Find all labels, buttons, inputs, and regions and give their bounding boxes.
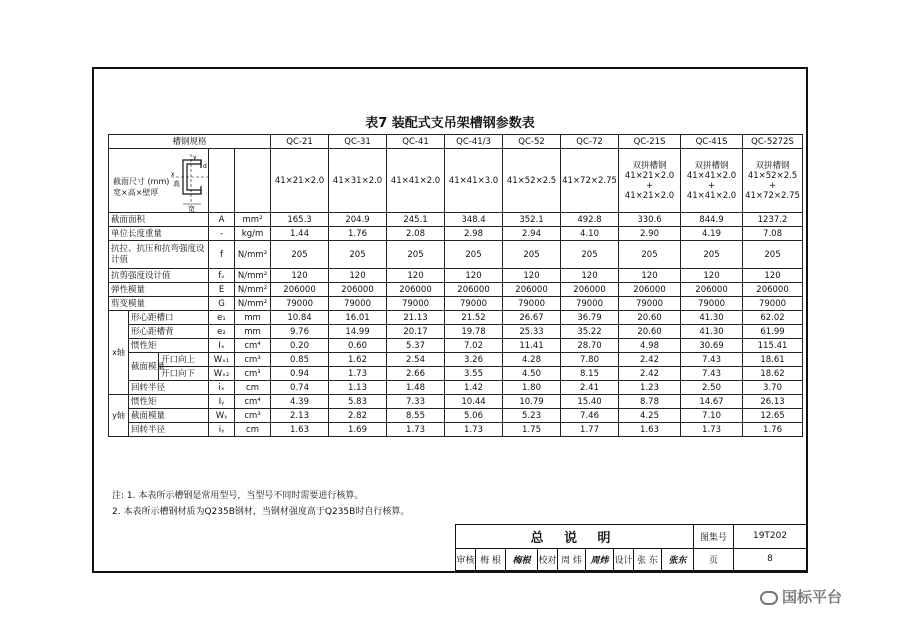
value-cell: 41.30 [681, 311, 743, 325]
property-symbol: Wₓ₂ [209, 367, 235, 381]
table-row [109, 213, 803, 227]
value-cell: 79000 [271, 297, 329, 311]
double-channel-bottom: 41×72×2.75 [745, 190, 800, 201]
value-cell: 120 [743, 269, 803, 283]
value-cell: 0.94 [271, 367, 329, 381]
value-cell: 2.13 [271, 409, 329, 423]
table-row [109, 269, 803, 283]
property-label: 截面模量 [129, 409, 209, 423]
value-cell: 2.50 [681, 381, 743, 395]
table-row [109, 409, 803, 423]
value-cell: 10.44 [445, 395, 503, 409]
value-cell: 1.69 [329, 423, 387, 437]
value-cell: 36.79 [561, 311, 619, 325]
value-cell: 5.83 [329, 395, 387, 409]
value-cell: 0.20 [271, 339, 329, 353]
value-cell: 7.80 [561, 353, 619, 367]
property-label: 开口向下 [159, 367, 209, 381]
value-cell: 10.84 [271, 311, 329, 325]
section-size: 41×31×2.0 [329, 149, 387, 213]
section-unit-empty [235, 149, 271, 213]
value-cell: 205 [743, 241, 803, 269]
property-symbol: f [209, 241, 235, 269]
value-cell: 206000 [445, 283, 503, 297]
value-cell: 3.70 [743, 381, 803, 395]
property-label: 剪变模量 [109, 297, 209, 311]
value-cell: 206000 [619, 283, 681, 297]
value-cell: 330.6 [619, 213, 681, 227]
review-label: 审核 [456, 548, 476, 571]
review-name: 梅 根 [476, 548, 506, 571]
model-header: QC-5272S [743, 135, 803, 149]
value-cell: 3.26 [445, 353, 503, 367]
value-cell: 7.43 [681, 367, 743, 381]
value-cell: 4.19 [681, 227, 743, 241]
value-cell: 5.06 [445, 409, 503, 423]
value-cell: 35.22 [561, 325, 619, 339]
value-cell: 41.30 [681, 325, 743, 339]
watermark-text: 国标平台 [782, 588, 843, 606]
value-cell: 61.99 [743, 325, 803, 339]
value-cell: 1.76 [743, 423, 803, 437]
note-1: 注: 1. 本表所示槽钢是常用型号，当型号不同时需要进行核算。 [112, 491, 364, 501]
design-label: 设计 [614, 548, 634, 571]
value-cell: 120 [561, 269, 619, 283]
property-unit: cm⁴ [235, 339, 271, 353]
value-cell: 205 [329, 241, 387, 269]
value-cell: 5.23 [503, 409, 561, 423]
watermark [760, 586, 842, 607]
value-cell: 2.42 [619, 353, 681, 367]
value-cell: 2.90 [619, 227, 681, 241]
value-cell: 2.08 [387, 227, 445, 241]
check-label: 校对 [538, 548, 558, 571]
property-unit: cm³ [235, 353, 271, 367]
atlas-label: 图集号 [694, 525, 734, 549]
double-channel-cell [743, 149, 803, 213]
value-cell: 2.82 [329, 409, 387, 423]
value-cell: 79000 [681, 297, 743, 311]
value-cell: 206000 [561, 283, 619, 297]
value-cell: 9.76 [271, 325, 329, 339]
page-label: 页 [694, 548, 734, 571]
property-unit: mm [235, 325, 271, 339]
value-cell: 16.01 [329, 311, 387, 325]
value-cell: 115.41 [743, 339, 803, 353]
value-cell: 352.1 [503, 213, 561, 227]
value-cell: 1.73 [329, 367, 387, 381]
double-channel-cell [681, 149, 743, 213]
value-cell: 0.85 [271, 353, 329, 367]
value-cell: 205 [503, 241, 561, 269]
table-row [109, 339, 803, 353]
property-label: 惯性矩 [129, 339, 209, 353]
value-cell: 21.13 [387, 311, 445, 325]
value-cell: 11.41 [503, 339, 561, 353]
property-unit: kg/m [235, 227, 271, 241]
double-channel-plus: + [645, 180, 654, 191]
notes [112, 488, 409, 520]
value-cell: 120 [271, 269, 329, 283]
model-header: QC-21 [271, 135, 329, 149]
value-cell: 8.78 [619, 395, 681, 409]
value-cell: 120 [619, 269, 681, 283]
value-cell: 79000 [503, 297, 561, 311]
property-unit: N/mm² [235, 269, 271, 283]
property-symbol: - [209, 227, 235, 241]
value-cell: 120 [503, 269, 561, 283]
property-symbol: fᵥ [209, 269, 235, 283]
value-cell: 1.63 [271, 423, 329, 437]
property-label: 回转半径 [129, 381, 209, 395]
value-cell: 26.67 [503, 311, 561, 325]
double-channel-plus: + [707, 180, 716, 191]
double-channel-top: 41×21×2.0 [624, 170, 675, 181]
property-unit: cm⁴ [235, 395, 271, 409]
check-name: 周 炜 [558, 548, 586, 571]
design-signature: 张东 [662, 548, 694, 571]
value-cell: 2.42 [619, 367, 681, 381]
value-cell: 79000 [387, 297, 445, 311]
section-size: 41×72×2.75 [561, 149, 619, 213]
model-header: QC-41/3 [445, 135, 503, 149]
params-table [108, 134, 803, 437]
double-channel-title: 双拼槽钢 [755, 160, 790, 171]
section-size: 41×21×2.0 [271, 149, 329, 213]
value-cell: 205 [271, 241, 329, 269]
value-cell: 20.60 [619, 325, 681, 339]
value-cell: 120 [681, 269, 743, 283]
table-row [109, 135, 803, 149]
design-name: 张 东 [634, 548, 662, 571]
wechat-icon [760, 591, 778, 605]
table-title: 表7 装配式支吊架槽钢参数表 [365, 116, 535, 131]
value-cell: 1.13 [329, 381, 387, 395]
value-cell: 205 [387, 241, 445, 269]
value-cell: 20.60 [619, 311, 681, 325]
property-unit: N/mm² [235, 297, 271, 311]
property-unit: cm [235, 423, 271, 437]
table-row [109, 423, 803, 437]
check-signature: 周炜 [586, 548, 614, 571]
value-cell: 10.79 [503, 395, 561, 409]
model-header: QC-41S [681, 135, 743, 149]
value-cell: 1.73 [681, 423, 743, 437]
value-cell: 2.98 [445, 227, 503, 241]
value-cell: 206000 [681, 283, 743, 297]
section-size: 41×41×2.0 [387, 149, 445, 213]
value-cell: 18.61 [743, 353, 803, 367]
value-cell: 62.02 [743, 311, 803, 325]
double-channel-title: 双拼槽钢 [694, 160, 729, 171]
property-label: 弹性模量 [109, 283, 209, 297]
value-cell: 2.41 [561, 381, 619, 395]
section-label-line2: 宽×高×壁厚 [113, 187, 159, 197]
property-symbol: e₂ [209, 325, 235, 339]
model-header: QC-72 [561, 135, 619, 149]
property-unit: cm [235, 381, 271, 395]
value-cell: 14.67 [681, 395, 743, 409]
diagram-y-label: y [193, 153, 197, 161]
table-row [109, 283, 803, 297]
value-cell: 492.8 [561, 213, 619, 227]
value-cell: 0.74 [271, 381, 329, 395]
value-cell: 205 [561, 241, 619, 269]
value-cell: 12.65 [743, 409, 803, 423]
spec-header: 槽钢规格 [109, 135, 271, 149]
table-row [109, 367, 803, 381]
value-cell: 30.69 [681, 339, 743, 353]
value-cell: 1.73 [445, 423, 503, 437]
value-cell: 1.73 [387, 423, 445, 437]
x-modulus-label: 截面模量 [129, 353, 159, 381]
table-row [109, 325, 803, 339]
property-symbol: Wᵧ [209, 409, 235, 423]
value-cell: 7.08 [743, 227, 803, 241]
value-cell: 206000 [387, 283, 445, 297]
table-row [109, 149, 803, 213]
property-label: 截面面积 [109, 213, 209, 227]
section-label-line1: 截面尺寸 (mm) [113, 176, 170, 186]
note-2: 2. 本表所示槽钢材质为Q235B钢材，当钢材强度高于Q235B时自行核算。 [112, 507, 410, 517]
table-row [109, 381, 803, 395]
property-symbol: iₓ [209, 381, 235, 395]
channel-section-diagram [169, 152, 213, 212]
section-size: 41×41×3.0 [445, 149, 503, 213]
drawing-name: 总 说 明 [456, 525, 694, 549]
table-row [109, 353, 803, 367]
value-cell: 1.76 [329, 227, 387, 241]
value-cell: 2.94 [503, 227, 561, 241]
value-cell: 7.10 [681, 409, 743, 423]
property-symbol: Iᵧ [209, 395, 235, 409]
value-cell: 348.4 [445, 213, 503, 227]
value-cell: 21.52 [445, 311, 503, 325]
value-cell: 0.60 [329, 339, 387, 353]
model-header: QC-41 [387, 135, 445, 149]
property-symbol: G [209, 297, 235, 311]
property-unit: cm³ [235, 367, 271, 381]
value-cell: 79000 [445, 297, 503, 311]
double-channel-bottom: 41×21×2.0 [624, 190, 675, 201]
value-cell: 18.62 [743, 367, 803, 381]
value-cell: 1.75 [503, 423, 561, 437]
property-symbol: iᵧ [209, 423, 235, 437]
double-channel-title: 双拼槽钢 [632, 160, 667, 171]
y-axis-label: y轴 [109, 395, 129, 437]
table-row [109, 311, 803, 325]
value-cell: 15.40 [561, 395, 619, 409]
double-channel-top: 41×52×2.5 [747, 170, 798, 181]
table-row [109, 241, 803, 269]
property-symbol: Iₓ [209, 339, 235, 353]
section-size: 41×52×2.5 [503, 149, 561, 213]
value-cell: 79000 [561, 297, 619, 311]
value-cell: 7.46 [561, 409, 619, 423]
model-header: QC-21S [619, 135, 681, 149]
value-cell: 7.33 [387, 395, 445, 409]
property-label: 单位长度重量 [109, 227, 209, 241]
property-symbol: Wₓ₁ [209, 353, 235, 367]
value-cell: 205 [681, 241, 743, 269]
value-cell: 1.23 [619, 381, 681, 395]
value-cell: 245.1 [387, 213, 445, 227]
property-label: 惯性矩 [129, 395, 209, 409]
value-cell: 4.10 [561, 227, 619, 241]
value-cell: 1.77 [561, 423, 619, 437]
property-symbol: E [209, 283, 235, 297]
property-unit: mm [235, 311, 271, 325]
value-cell: 165.3 [271, 213, 329, 227]
property-label: 开口向上 [159, 353, 209, 367]
value-cell: 120 [387, 269, 445, 283]
property-label: 形心距槽口 [129, 311, 209, 325]
diagram-height-label: 高 [173, 179, 180, 188]
value-cell: 205 [619, 241, 681, 269]
value-cell: 8.15 [561, 367, 619, 381]
value-cell: 206000 [329, 283, 387, 297]
property-unit: cm³ [235, 409, 271, 423]
property-unit: mm² [235, 213, 271, 227]
property-unit: N/mm² [235, 241, 271, 269]
value-cell: 2.66 [387, 367, 445, 381]
value-cell: 844.9 [681, 213, 743, 227]
model-header: QC-52 [503, 135, 561, 149]
value-cell: 5.37 [387, 339, 445, 353]
value-cell: 26.13 [743, 395, 803, 409]
value-cell: 1.80 [503, 381, 561, 395]
value-cell: 79000 [619, 297, 681, 311]
double-channel-cell [619, 149, 681, 213]
value-cell: 206000 [271, 283, 329, 297]
value-cell: 120 [445, 269, 503, 283]
value-cell: 3.55 [445, 367, 503, 381]
property-symbol: A [209, 213, 235, 227]
double-channel-top: 41×41×2.0 [686, 170, 737, 181]
value-cell: 1.48 [387, 381, 445, 395]
property-label: 抗剪强度设计值 [109, 269, 209, 283]
model-header: QC-31 [329, 135, 387, 149]
double-channel-bottom: 41×41×2.0 [686, 190, 737, 201]
property-label: 抗拉、抗压和抗弯强度设计值 [109, 241, 209, 269]
value-cell: 7.43 [681, 353, 743, 367]
value-cell: 120 [329, 269, 387, 283]
section-label-cell [109, 149, 209, 213]
value-cell: 4.98 [619, 339, 681, 353]
value-cell: 79000 [743, 297, 803, 311]
diagram-dim-label: d [203, 162, 207, 170]
atlas-number: 19T202 [734, 525, 807, 549]
value-cell: 206000 [743, 283, 803, 297]
table-row [109, 297, 803, 311]
value-cell: 1.63 [619, 423, 681, 437]
property-symbol: e₁ [209, 311, 235, 325]
value-cell: 205 [445, 241, 503, 269]
value-cell: 1237.2 [743, 213, 803, 227]
value-cell: 4.28 [503, 353, 561, 367]
title-block [455, 524, 807, 571]
value-cell: 25.33 [503, 325, 561, 339]
value-cell: 79000 [329, 297, 387, 311]
value-cell: 4.39 [271, 395, 329, 409]
value-cell: 20.17 [387, 325, 445, 339]
property-label: 回转半径 [129, 423, 209, 437]
value-cell: 4.50 [503, 367, 561, 381]
x-axis-label: x轴 [109, 311, 129, 395]
page-number: 8 [734, 548, 807, 571]
value-cell: 206000 [503, 283, 561, 297]
value-cell: 204.9 [329, 213, 387, 227]
property-unit: N/mm² [235, 283, 271, 297]
value-cell: 28.70 [561, 339, 619, 353]
value-cell: 8.55 [387, 409, 445, 423]
value-cell: 2.54 [387, 353, 445, 367]
review-signature: 梅根 [506, 548, 538, 571]
table-row [109, 395, 803, 409]
value-cell: 1.42 [445, 381, 503, 395]
value-cell: 14.99 [329, 325, 387, 339]
double-channel-plus: + [768, 180, 777, 191]
value-cell: 4.25 [619, 409, 681, 423]
value-cell: 19.78 [445, 325, 503, 339]
value-cell: 1.44 [271, 227, 329, 241]
value-cell: 7.02 [445, 339, 503, 353]
diagram-width-label: 宽 [188, 204, 195, 213]
table-row [109, 227, 803, 241]
diagram-x-label: x [171, 170, 175, 178]
property-label: 形心距槽背 [129, 325, 209, 339]
value-cell: 1.62 [329, 353, 387, 367]
